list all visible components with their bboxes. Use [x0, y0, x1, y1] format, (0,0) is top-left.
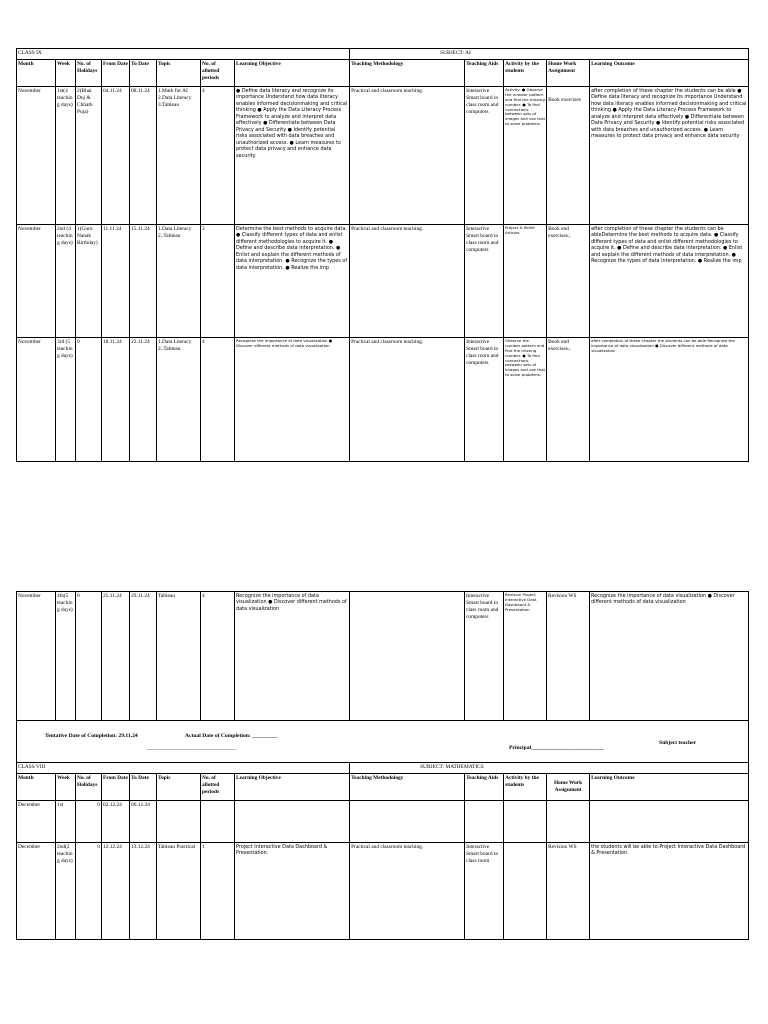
- cell-holidays: 0: [76, 801, 102, 843]
- cell-activity: [504, 843, 547, 940]
- cell-week: 3rd (5 teachin g days): [56, 338, 76, 462]
- table-row: [17, 225, 749, 338]
- header-teaching-aids: Teaching Aids: [465, 60, 504, 87]
- cell-homework: Book end exercises.;: [547, 225, 590, 338]
- header-periods: No. of allotted periods: [201, 774, 235, 801]
- footer-row: [17, 721, 749, 763]
- header-teaching-aids: Teaching Aids: [465, 774, 504, 801]
- cell-homework: Book end exercises.;: [547, 338, 590, 462]
- cell-methodology: Practical and classroom teaching.: [350, 338, 465, 462]
- header-learning-objective: Learning Objective: [235, 774, 350, 801]
- cell-from-date: 18.11.24: [102, 338, 130, 462]
- lesson-plan-table-continued: [16, 591, 749, 763]
- cell-objective: ● Define data literacy and recognize its importance Understand how data literacy enables informed decisionmaking and critical thinking ● Apply the Data Literacy Process Framework to analyze and interpret data effectively ● Differentiate between Data Privacy and Security ● Identify potential risks associated with data breaches and unauthorized access. ● Learn measures to protect data privacy and enhance data security: [235, 87, 350, 225]
- cell-month: November: [17, 338, 56, 462]
- cell-periods: 1: [201, 843, 235, 940]
- cell-week: 1st(4 teachin g days): [56, 87, 76, 225]
- table-row: [17, 592, 749, 721]
- cell-methodology: Practical and classroom teaching.: [350, 225, 465, 338]
- cell-from-date: 12.12.24: [102, 843, 130, 940]
- cell-outcome: Recognize the importance of data visualization ● Discover different methods of data visualization: [590, 592, 749, 721]
- cell-objective: Determine the best methods to acquire data. ● Classify different types of data and enlist different methodologies to acquire it. ● Define and describe data interpretation. ● Enlist and explain the different methods of data interpretation. ● Recognize the types of data interpretation. ● Realize the imp: [235, 225, 350, 338]
- header-week: Week: [56, 774, 76, 801]
- cell-homework: [547, 801, 590, 843]
- cell-topic: Tableau: [157, 592, 201, 721]
- cell-periods: 4: [201, 87, 235, 225]
- cell-aids: Interactive Smart board in class room and computers: [465, 87, 504, 225]
- cell-periods: [201, 801, 235, 843]
- lesson-plan-table-class-ix: [16, 48, 749, 462]
- header-from-date: From Date: [102, 60, 130, 87]
- cell-week: 4th(5 teachin g days): [56, 592, 76, 721]
- cell-outcome: [590, 801, 749, 843]
- table-row: [17, 338, 749, 462]
- cell-outcome: after completion of these chapter the students can be able Recognize the importance of data visualization ● Discover different methods of data visualization: [590, 338, 749, 462]
- cell-homework: Revision WS: [547, 843, 590, 940]
- cell-week: 1st: [56, 801, 76, 843]
- subject-label: SUBJECT: AI: [350, 49, 749, 60]
- cell-topic: 1.Data Literacy 2..Tableau: [157, 225, 201, 338]
- class-label: CLASS IX: [17, 49, 350, 60]
- header-holidays: No. of Holidays: [76, 60, 102, 87]
- cell-periods: 3: [201, 225, 235, 338]
- header-to-date: To Date: [130, 774, 157, 801]
- cell-from-date: 11.11.24: [102, 225, 130, 338]
- cell-month: November: [17, 225, 56, 338]
- cell-objective: [235, 801, 350, 843]
- cell-activity: Observe the number pattern and find the missing number. ● To find connections between sets of images and use that to solve problems.: [504, 338, 547, 462]
- cell-topic: 1.Math for AI 2.Data Literacy 3.Tableau: [157, 87, 201, 225]
- cell-week: 2nd(2 teachin g days): [56, 843, 76, 940]
- header-month: Month: [17, 774, 56, 801]
- subject-label: SUBJECT: MATHEMATICS: [350, 763, 749, 774]
- header-learning-outcome: Learning Outcome: [590, 774, 749, 801]
- lesson-plan-table-class-viii: [16, 762, 749, 940]
- cell-to-date: 13.12.24: [130, 843, 157, 940]
- header-activity: Activity by the students: [504, 60, 547, 87]
- header-learning-outcome: Learning Outcome: [590, 60, 749, 87]
- cell-from-date: 04.11.24: [102, 87, 130, 225]
- cell-objective: Recognize the importance of data visualization ● Discover different methods of data visualization: [235, 338, 350, 462]
- header-learning-objective: Learning Objective: [235, 60, 350, 87]
- cell-homework: Revision WS: [547, 592, 590, 721]
- actual-date: Actual Date of Completion: _________: [185, 733, 278, 739]
- cell-topic: Tableau Practical: [157, 843, 201, 940]
- cell-aids: Interactive Smart board in class room and computers: [465, 338, 504, 462]
- cell-aids: [465, 801, 504, 843]
- cell-periods: 4: [201, 592, 235, 721]
- header-from-date: From Date: [102, 774, 130, 801]
- cell-aids: Interactive Smart board in class room and computers: [465, 592, 504, 721]
- cell-month: December: [17, 843, 56, 940]
- cell-week: 2nd (4 teachin g days): [56, 225, 76, 338]
- cell-methodology: [350, 801, 465, 843]
- cell-objective: Recognize the importance of data visualization ● Discover different methods of data visualization: [235, 592, 350, 721]
- cell-month: November: [17, 87, 56, 225]
- cell-topic: 1.Data Literacy 2..Tableau: [157, 338, 201, 462]
- header-topic: Topic: [157, 60, 201, 87]
- cell-month: December: [17, 801, 56, 843]
- principal-signature: Principal__________________________: [509, 745, 604, 751]
- cell-aids: Interactive Smart board in class room and computers: [465, 225, 504, 338]
- header-teaching-methodology: Teaching Methodology: [350, 774, 465, 801]
- header-activity: Activity by the students: [504, 774, 547, 801]
- cell-methodology: Practical and classroom teaching.: [350, 87, 465, 225]
- cell-outcome: after completion of these chapter the students can be able ● Define data literacy and recognize its importance Understand how data literacy enables informed decisionmaking and critical thinking ● Apply the Data Literacy Process Framework to analyze and interpret data effectively ● Differentiate between Data Privacy and Security ● Identify potential risks associated with data breaches and unauthorized access. ● Learn measures to protect data privacy and enhance data security: [590, 87, 749, 225]
- cell-holidays: 0: [76, 338, 102, 462]
- header-periods: No. of allotted periods: [201, 60, 235, 87]
- cell-holidays: 0: [76, 843, 102, 940]
- cell-objective: Project Interactive Data Dashboard & Presentation.: [235, 843, 350, 940]
- cell-to-date: 22.11.24: [130, 338, 157, 462]
- table-row: [17, 87, 749, 225]
- cell-methodology: Practical and classroom teaching.: [350, 843, 465, 940]
- header-homework: Home Work Assignment: [547, 774, 590, 801]
- header-homework: Home Work Assignment: [547, 60, 590, 87]
- cell-from-date: 25.11.24: [102, 592, 130, 721]
- cell-to-date: 08.11.24: [130, 87, 157, 225]
- cell-to-date: 29.11.24: [130, 592, 157, 721]
- table-row: [17, 801, 749, 843]
- cell-methodology: [350, 592, 465, 721]
- header-holidays: No. of Holidays: [76, 774, 102, 801]
- cell-aids: Interactive Smart board in class room: [465, 843, 504, 940]
- header-month: Month: [17, 60, 56, 87]
- cell-month: November: [17, 592, 56, 721]
- cell-holidays: 0: [76, 592, 102, 721]
- cell-topic: [157, 801, 201, 843]
- cell-activity: Revision Project Interactive Data Dashboard & Presentation: [504, 592, 547, 721]
- header-week: Week: [56, 60, 76, 87]
- cell-activity: Project & Relief Articles: [504, 225, 547, 338]
- header-to-date: To Date: [130, 60, 157, 87]
- cell-outcome: the students will be able to:Project Interactive Data Dashboard & Presentation.: [590, 843, 749, 940]
- cell-outcome: after completion of these chapter the students can be ableDetermine the best methods to acquire data. ● Classify different types of data and enlist different methodologies to acquire it. ● Define and describe data interpretation. ● Enlist and explain the different methods of data interpretation. ● Recognize the types of data interpretation. ● Realize the imp: [590, 225, 749, 338]
- subject-teacher-signature: Subject teacher: [659, 740, 697, 746]
- class-label: CLASS VIII: [17, 763, 350, 774]
- cell-activity: Activity: ● Observe the number pattern and find the missing number. ● To find connections between sets of images and use that to solve problems.: [504, 87, 547, 225]
- tentative-date: Tentative Date of Completion: 29.11.24: [45, 733, 138, 739]
- cell-periods: 4: [201, 338, 235, 462]
- cell-holidays: 2(Bhai Duj & Chhath Puja): [76, 87, 102, 225]
- header-topic: Topic: [157, 774, 201, 801]
- table-row: [17, 843, 749, 940]
- cell-homework: Book exercises: [547, 87, 590, 225]
- cell-to-date: 15.11.24: [130, 225, 157, 338]
- cell-from-date: 02.12.24: [102, 801, 130, 843]
- cell-activity: [504, 801, 547, 843]
- header-teaching-methodology: Teaching Methodology: [350, 60, 465, 87]
- cell-holidays: 1(Guru Nanak Birthday): [76, 225, 102, 338]
- signature-line: ________________________________: [147, 745, 237, 751]
- cell-to-date: 06.12.24: [130, 801, 157, 843]
